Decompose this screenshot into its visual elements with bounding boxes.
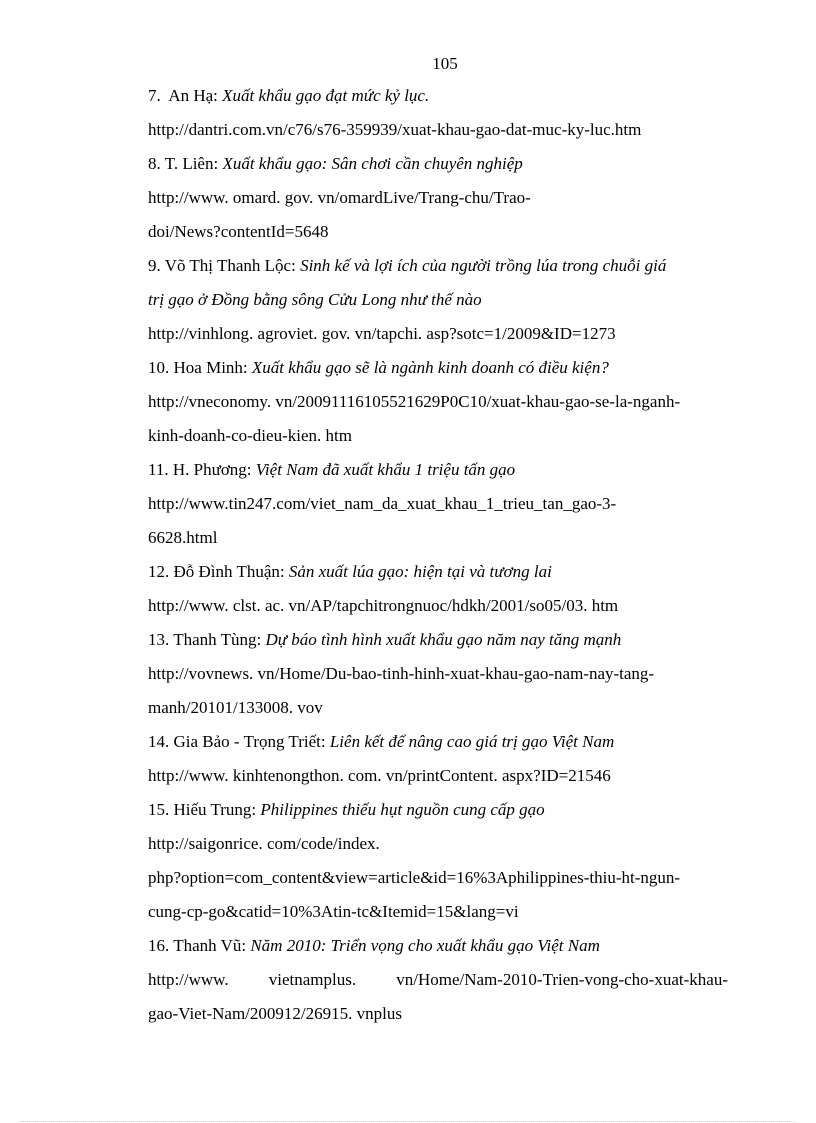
reference-author: Hiếu Trung: [173,800,257,819]
reference-10-url-cont[interactable]: kinh-doanh-co-dieu-kien. htm [148,426,352,445]
reference-author: Thanh Tùng: [173,630,262,649]
reference-author: Võ Thị Thanh Lộc: [164,256,296,275]
reference-13-heading [148,623,728,657]
reference-13-url-cont[interactable]: manh/20101/133008. vov [148,698,323,717]
reference-16-heading [148,929,728,963]
reference-16-url[interactable] [148,963,728,997]
reference-title: Năm 2010: Triển vọng cho xuất khẩu gạo Việt Nam [250,936,600,955]
reference-number: 10. [148,358,170,377]
reference-title: Xuất khẩu gạo đạt mức kỷ lục. [222,86,430,105]
reference-author: Đỗ Đình Thuận: [173,562,285,581]
reference-14-url[interactable]: http://www. kinhtenongthon. com. vn/printContent. aspx?ID=21546 [148,766,611,785]
reference-number: 9. [148,256,161,275]
reference-12-heading [148,555,728,589]
reference-8-url[interactable]: http://www. omard. gov. vn/omardLive/Trang-chu/Trao- [148,188,531,207]
reference-title: Xuất khẩu gạo: Sân chơi cần chuyên nghiệp [222,154,523,173]
reference-number: 11. [148,460,169,479]
reference-8-url-cont[interactable]: doi/News?contentId=5648 [148,222,329,241]
reference-title: Liên kết để nâng cao giá trị gạo Việt Nam [329,732,615,751]
reference-author: H. Phương: [172,460,252,479]
reference-9-title-cont: trị gạo ở Đồng bằng sông Cửu Long như thế nào [148,290,482,309]
reference-author: An Hạ: [168,86,218,105]
url-part[interactable]: vn/Home/Nam-2010-Trien-vong-cho-xuat-khau- [396,970,728,989]
reference-number: 16. [148,936,170,955]
reference-title: Sản xuất lúa gạo: hiện tại và tương lai [288,562,552,581]
reference-11-url-cont[interactable]: 6628.html [148,528,218,547]
reference-title: Dự báo tình hình xuất khẩu gạo năm nay tăng mạnh [265,630,622,649]
reference-number: 7. [148,86,161,105]
reference-number: 8. [148,154,161,173]
url-part[interactable]: http://www. [148,970,229,989]
reference-15-heading [148,793,728,827]
reference-number: 12. [148,562,170,581]
reference-13-url[interactable]: http://vovnews. vn/Home/Du-bao-tinh-hinh-xuat-khau-gao-nam-nay-tang- [148,664,655,683]
reference-10-heading [148,351,728,385]
reference-12-url[interactable]: http://www. clst. ac. vn/AP/tapchitrongnuoc/hdkh/2001/so05/03. htm [148,596,619,615]
reference-9-heading [148,249,728,283]
reference-15-url[interactable]: http://saigonrice. com/code/index. [148,834,380,853]
reference-16-url-cont[interactable]: gao-Viet-Nam/200912/26915. vnplus [148,1004,402,1023]
page-number: 105 [432,54,458,73]
reference-title: Sinh kế và lợi ích của người trồng lúa trong chuỗi giá [300,256,667,275]
reference-author: Gia Bảo - Trọng Triết: [173,732,326,751]
reference-number: 13. [148,630,170,649]
reference-title: Philippines thiếu hụt nguồn cung cấp gạo [260,800,545,819]
reference-author: Hoa Minh: [173,358,248,377]
reference-title: Việt Nam đã xuất khẩu 1 triệu tấn gạo [255,460,516,479]
reference-author: T. Liên: [164,154,219,173]
reference-9-url[interactable]: http://vinhlong. agroviet. gov. vn/tapchi. asp?sotc=1/2009&ID=1273 [148,324,616,343]
reference-number: 14. [148,732,170,751]
reference-15-url-cont[interactable]: php?option=com_content&view=article&id=16%3Aphilippines-thiu-ht-ngun- [148,868,681,887]
url-part[interactable]: vietnamplus. [268,970,357,989]
reference-title: Xuất khẩu gạo sẽ là ngành kinh doanh có điều kiện? [251,358,609,377]
reference-author: Thanh Vũ: [173,936,247,955]
reference-number: 15. [148,800,170,819]
reference-14-heading [148,725,728,759]
reference-11-url[interactable]: http://www.tin247.com/viet_nam_da_xuat_khau_1_trieu_tan_gao-3- [148,494,617,513]
reference-7-heading [148,79,728,113]
reference-11-heading [148,453,728,487]
reference-10-url[interactable]: http://vneconomy. vn/20091116105521629P0C10/xuat-khau-gao-se-la-nganh- [148,392,681,411]
reference-8-heading [148,147,728,181]
reference-7-url[interactable]: http://dantri.com.vn/c76/s76-359939/xuat-khau-gao-dat-muc-ky-luc.htm [148,120,642,139]
page-bottom-divider [20,1121,796,1122]
reference-list [148,79,728,1031]
reference-15-url-cont-2[interactable]: cung-cp-go&catid=10%3Atin-tc&Itemid=15&lang=vi [148,902,519,921]
